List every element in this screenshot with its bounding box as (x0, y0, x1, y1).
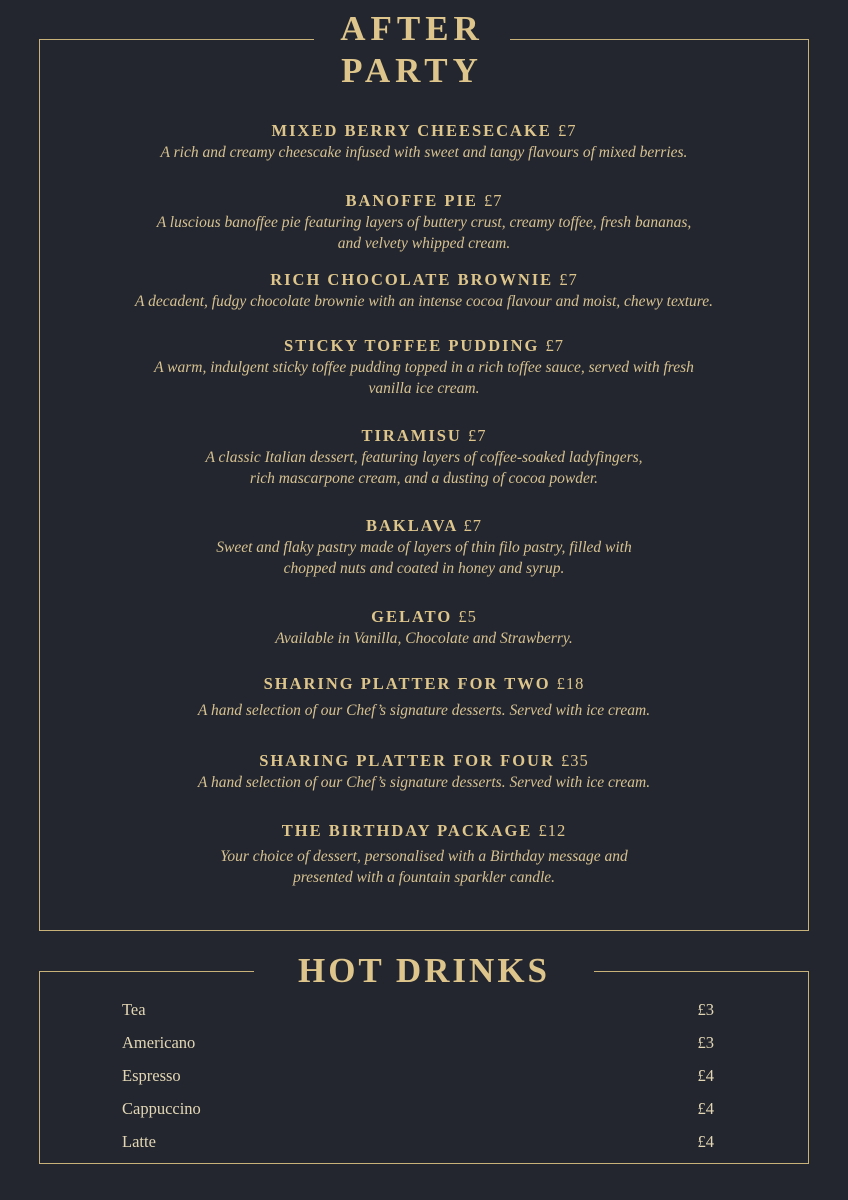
item-price: £7 (545, 336, 564, 355)
drink-price: £3 (697, 1033, 714, 1052)
drink-name: Latte (122, 1132, 156, 1151)
item-description: A warm, indulgent sticky toffee pudding topped in a rich toffee sauce, served with fresh vanilla ice cream. (154, 359, 694, 397)
drink-name: Tea (122, 1000, 146, 1019)
menu-item-sticky-toffee-pudding (60, 336, 788, 399)
item-description: A luscious banoffee pie featuring layers of buttery crust, creamy toffee, fresh bananas, and velvety whipped cream. (156, 214, 692, 252)
item-name: RICH CHOCOLATE BROWNIE (270, 270, 554, 289)
item-price: £12 (538, 821, 567, 840)
after-party-title-line2: PARTY (341, 51, 483, 90)
item-description: A hand selection of our Chef’s signature desserts. Served with ice cream. (197, 774, 651, 791)
item-price: £7 (484, 191, 503, 210)
item-price: £7 (463, 516, 482, 535)
drink-price: £3 (697, 1000, 714, 1019)
drink-price: £4 (697, 1066, 714, 1085)
item-price: £35 (561, 751, 589, 770)
drink-name: Americano (122, 1033, 196, 1052)
item-name: SHARING PLATTER FOR FOUR (259, 751, 555, 770)
item-price: £7 (559, 270, 578, 289)
menu-item-banoffe-pie (60, 191, 788, 254)
item-description: A rich and creamy cheescake infused with sweet and tangy flavours of mixed berries. (160, 144, 688, 161)
drink-price: £4 (697, 1099, 714, 1118)
item-description: Sweet and flaky pastry made of layers of thin filo pastry, filled with chopped nuts and coated in honey and syrup. (216, 539, 632, 577)
item-name: MIXED BERRY CHEESECAKE (271, 121, 552, 140)
item-name: GELATO (371, 607, 453, 626)
menu-item-sharing-platter-two (60, 674, 788, 721)
item-name: STICKY TOFFEE PUDDING (284, 336, 540, 355)
after-party-title (314, 8, 510, 92)
item-name: BAKLAVA (366, 516, 458, 535)
hot-drinks-title: HOT DRINKS (254, 950, 594, 992)
item-name: BANOFFE PIE (345, 191, 478, 210)
item-price: £7 (467, 426, 487, 445)
item-description: A decadent, fudgy chocolate brownie with an intense cocoa flavour and moist, chewy texture. (135, 293, 713, 310)
item-name: TIRAMISU (361, 426, 462, 445)
item-price: £7 (557, 121, 577, 140)
after-party-title-line1: AFTER (340, 9, 484, 48)
item-name: SHARING PLATTER FOR TWO (263, 674, 551, 693)
item-description: Your choice of dessert, personalised with a Birthday message and presented with a fountain sparkler candle. (220, 848, 628, 886)
drink-name: Cappuccino (122, 1099, 201, 1118)
menu-item-brownie (60, 270, 788, 312)
item-description: A hand selection of our Chef’s signature desserts. Served with ice cream. (197, 702, 651, 719)
menu-item-cheesecake (60, 121, 788, 163)
menu-item-birthday-package (60, 821, 788, 888)
item-price: £18 (556, 674, 585, 693)
item-price: £5 (458, 607, 477, 626)
item-description: A classic Italian dessert, featuring layers of coffee-soaked ladyfingers, rich mascarpone cream, and a dusting of cocoa powder. (205, 449, 643, 487)
item-description: Available in Vanilla, Chocolate and Strawberry. (275, 630, 573, 647)
menu-item-baklava (60, 516, 788, 579)
drink-name: Espresso (122, 1066, 181, 1085)
menu-item-sharing-platter-four (60, 751, 788, 793)
menu-item-tiramisu (60, 426, 788, 489)
menu-item-gelato (60, 607, 788, 649)
item-name: THE BIRTHDAY PACKAGE (281, 821, 533, 840)
drink-price: £4 (697, 1132, 714, 1151)
